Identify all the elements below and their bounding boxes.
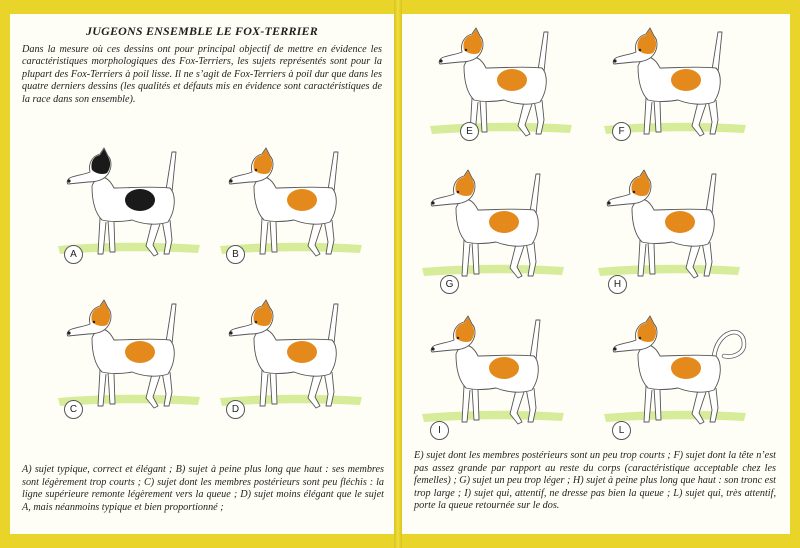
- dog-eye: [255, 321, 257, 323]
- dog-eye: [255, 169, 257, 171]
- illustration-i: [412, 310, 572, 435]
- dog-tail: [712, 32, 722, 72]
- grass-strip: [422, 411, 564, 422]
- dog-tail: [166, 304, 176, 344]
- illustration-label-e: E: [460, 122, 479, 141]
- dog-body-patch: [489, 357, 519, 379]
- illustration-g: [412, 164, 572, 289]
- dog-eye: [639, 337, 641, 339]
- dog-tail: [538, 32, 548, 72]
- dog-body-patch: [671, 69, 701, 91]
- illustration-label-b: B: [226, 245, 245, 264]
- dog-nose: [67, 331, 70, 334]
- dog-tail: [328, 152, 338, 192]
- dog-eye: [633, 191, 635, 193]
- grass-strip: [604, 411, 746, 422]
- illustration-e: [420, 22, 580, 147]
- illustration-label-d: D: [226, 400, 245, 419]
- dog-e-drawing: [420, 22, 580, 147]
- dog-tail: [166, 152, 176, 192]
- right-page: [402, 14, 790, 534]
- dog-eye: [93, 321, 95, 323]
- grass-strip: [422, 265, 564, 276]
- dog-body-patch: [287, 341, 317, 363]
- grass-strip: [430, 123, 572, 134]
- illustration-c: [48, 294, 208, 419]
- dog-i-drawing: [412, 310, 572, 435]
- dog-tail: [530, 320, 540, 360]
- left-page: [10, 14, 394, 534]
- dog-nose: [431, 201, 434, 204]
- dog-body-patch: [665, 211, 695, 233]
- illustration-f: [594, 22, 754, 147]
- dog-nose: [613, 347, 616, 350]
- dog-l-drawing: [594, 310, 754, 435]
- illustration-label-l: L: [612, 421, 631, 440]
- dog-nose: [439, 59, 442, 62]
- dog-h-drawing: [588, 164, 748, 289]
- dog-eye: [457, 337, 459, 339]
- dog-eye: [457, 191, 459, 193]
- dog-eye: [93, 169, 95, 171]
- dog-tail: [328, 304, 338, 344]
- dog-eye: [465, 49, 467, 51]
- illustration-label-g: G: [440, 275, 459, 294]
- dog-body-patch: [671, 357, 701, 379]
- dog-body-patch: [125, 341, 155, 363]
- dog-body-patch: [287, 189, 317, 211]
- illustration-label-i: I: [430, 421, 449, 440]
- dog-body-patch: [497, 69, 527, 91]
- dog-eye: [639, 49, 641, 51]
- dog-body-patch: [489, 211, 519, 233]
- illustration-label-c: C: [64, 400, 83, 419]
- dog-nose: [607, 201, 610, 204]
- dog-body-patch: [125, 189, 155, 211]
- caption-left: A) sujet typique, correct et élégant ; B) sujet à peine plus long que haut : ses membres sont légèrement trop courts ; C) sujet dont les membres postérieurs sont peu fléchis : la ligne supérieure remonte légèrement vers la queue ; D) sujet moins élégant que le sujet A, mais néanmoins typique et bien proportionné ;: [22, 464, 384, 513]
- illustration-d: [210, 294, 370, 419]
- dog-tail: [706, 174, 716, 214]
- caption-right: E) sujet dont les membres postérieurs sont un peu trop courts ; F) sujet dont la tête n’est pas assez grande par rapport au reste du corps (caractéristique acceptable chez les femelles) ; G) sujet un peu trop léger ; H) sujet à peine plus long que haut : son tronc est trop large ; I) sujet qui, attentif, ne dresse pas bien la queue ; L) sujet qui, très attentif, porte la queue retournée sur le dos.: [414, 450, 776, 512]
- illustration-label-f: F: [612, 122, 631, 141]
- illustration-l: [594, 310, 754, 435]
- dog-g-drawing: [412, 164, 572, 289]
- illustration-h: [588, 164, 748, 289]
- dog-nose: [229, 331, 232, 334]
- dog-nose: [67, 179, 70, 182]
- intro-paragraph: Dans la mesure où ces dessins ont pour principal objectif de mettre en évidence les caractéristiques morphologiques des Fox-Terriers, les sujets représentés sont pour la plupart des Fox-Terriers à poil lisse. Il ne s’agit de Fox-Terriers à poil dur que dans les quatre derniers dessins (les qualités et défauts mis en évidence sont caractéristiques de la race dans son ensemble).: [22, 44, 382, 105]
- dog-nose: [613, 59, 616, 62]
- illustration-b: [210, 142, 370, 267]
- illustration-label-h: H: [608, 275, 627, 294]
- dog-nose: [431, 347, 434, 350]
- illustration-a: [48, 142, 208, 267]
- dog-tail: [530, 174, 540, 214]
- illustration-label-a: A: [64, 245, 83, 264]
- book-gutter: [394, 0, 402, 548]
- page-title: JUGEONS ENSEMBLE LE FOX-TERRIER: [86, 24, 318, 38]
- dog-nose: [229, 179, 232, 182]
